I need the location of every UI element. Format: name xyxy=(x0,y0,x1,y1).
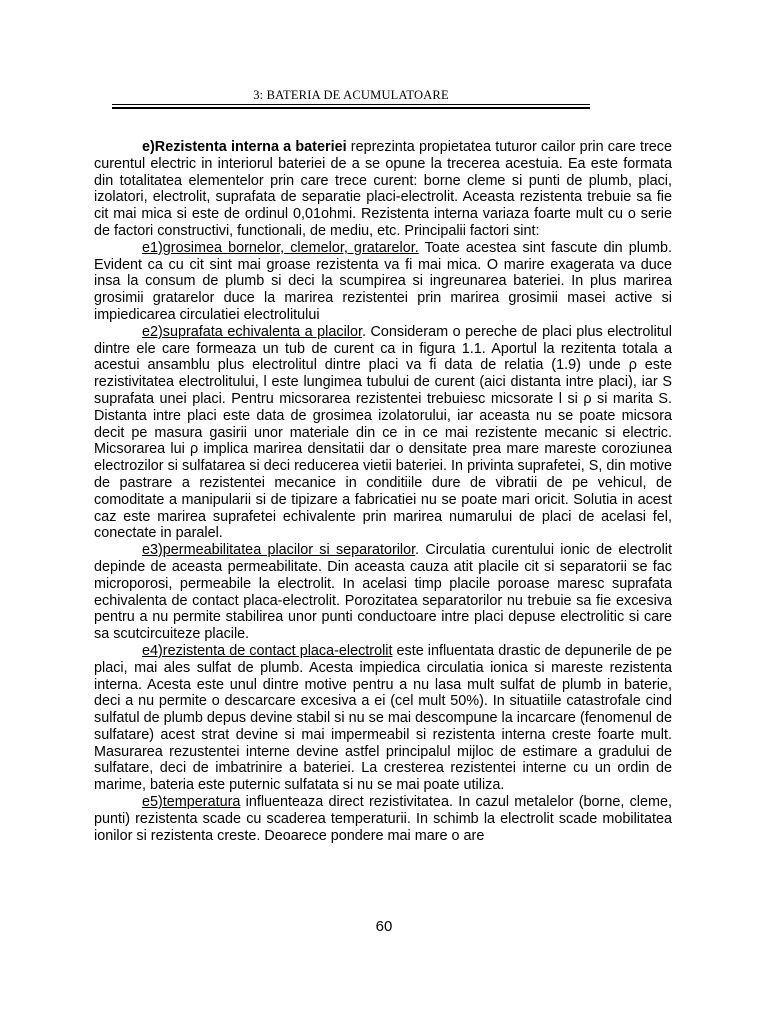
paragraph-e1 xyxy=(94,240,672,324)
header-rule-thick xyxy=(112,107,590,109)
paragraph-text: Toate acestea sint fascute din plumb. Evident ca cu cit sint mai groase rezistenta va fi mai mica. O marire exagerata va duce insa la consum de plumb si deci la scumpirea si ingreunarea bateriei. In plus marirea grosimii gratarelor duce la marirea rezistentei prin marirea grosimii masei active si impiedicarea circulatiei electrolitului xyxy=(94,239,672,323)
page-body xyxy=(94,139,672,844)
paragraph-text: reprezinta propietatea tuturor cailor prin care trece curentul electric in interiorul bateriei de a se opune la trecerea acestuia. Ea este formata din totalitatea elementelor prin care trece curent: borne cleme si punti de plumb, placi, izolatori, electrolit, suprafata de separatie placi-electrolit. Aceasta rezistenta trebuie sa fie cit mai mica si este de ordinul 0,01ohmi. Rezistenta interna variaza foarte mult cu o serie de factori constructivi, functionali, de mediu, etc. Principalii factori sint: xyxy=(94,139,673,239)
running-header: 3: BATERIA DE ACUMULATOARE xyxy=(253,88,449,102)
paragraph-e2 xyxy=(94,324,672,542)
paragraph-e-internal-resistance xyxy=(94,139,672,240)
header-rule-thin xyxy=(112,104,590,105)
subsection-heading-e2: e2)suprafata echivalenta a placilor xyxy=(142,323,362,340)
paragraph-text: este influentata drastic de depunerile de pe placi, mai ales sulfat de plumb. Acesta impiedica circulatia ionica si mareste rezistenta interna. Acesta este unul dintre motive pentru a nu lasa mult sulfat de plumb in baterie, deci a nu permite o descarcare excesiva a ei (cel mult 50%). In situatiile catastrofale cind sulfatul de plumb depus devine stabil si nu se mai descompune la incarcare (fenomenul de sulfatare) acest strat devine si mai impermeabil si rezistenta interna creste foarte mult. Masurarea rezustentei interne devine astfel principalul mijloc de estimare a gradului de sulfatare, deci de imbatrinire a bateriei. La cresterea rezistentei interne cu un ordin de marime, bateria este puternic sulfatata si nu se mai poate utiliza. xyxy=(94,642,672,794)
subsection-heading-e3: e3)permeabilitatea placilor si separatorilor xyxy=(142,542,416,559)
paragraph-e5 xyxy=(94,794,672,844)
page-number: 60 xyxy=(375,918,393,935)
paragraph-e3 xyxy=(94,542,672,643)
section-heading-e: e)Rezistenta interna a bateriei xyxy=(142,139,347,155)
paragraph-e4 xyxy=(94,643,672,794)
subsection-heading-e5: e5)temperatura xyxy=(142,794,241,811)
paragraph-text: . Consideram o pereche de placi plus electrolitul dintre ele care formeaza un tub de curent ca in figura 1.1. Aportul la rezitenta totala a acestui ansamblu plus electrolitul dintre placi va fi data de relatia (1.9) unde ρ este rezistivitatea electrolitului, l este lungimea tubului de curent (aici distanta intre placi), iar S suprafata unei placi. Pentru micsorarea rezistentei trebuiesc micsorate l si ρ si marita S. Distanta intre placi este data de grosimea izolatorului, iar aceasta nu se poate micsora decit pe masura gasirii unor materiale din ce in ce mai rezistente mecanic si electric. Micsorarea lui ρ implica marirea densitatii dar o densitate prea mare mareste coroziunea electrozilor si sulfatarea si deci reducerea vietii bateriei. In privinta suprafetei, S, din motive de pastrare a rezistentei mecanice in conditiile dure de vibratii de pe vehicul, de comoditate a manipularii si de tipizare a fabricatiei nu se poate mari oricit. Solutia in acest caz este marirea suprafetei echivalente prin marirea numarului de placi de acelasi fel, conectate in paralel. xyxy=(94,323,672,542)
paragraph-text: influenteaza direct rezistivitatea. In cazul metalelor (borne, cleme, punti) rezistenta scade cu scaderea temperaturii. In schimb la electrolit scade mobilitatea ionilor si rezistenta creste. Deoarece pondere mai mare o are xyxy=(94,794,672,844)
paragraph-text: . Circulatia curentului ionic de electrolit depinde de aceasta permeabilitate. Din aceasta cauza atit placile cit si separatorii se fac microporosi, permeabile la electrolit. In acelasi timp placile poroase maresc suprafata echivalenta de contact placa-electrolit. Porozitatea separatorilor nu trebuie sa fie excesiva pentru a nu permite stabilirea unor punti conductoare intre placi depuse electrolitic si care sa scutcircuiteze placile. xyxy=(94,542,672,643)
subsection-heading-e4: e4)rezistenta de contact placa-electrolit xyxy=(142,642,393,659)
subsection-heading-e1: e1)grosimea bornelor, clemelor, gratarelor. xyxy=(142,239,419,256)
